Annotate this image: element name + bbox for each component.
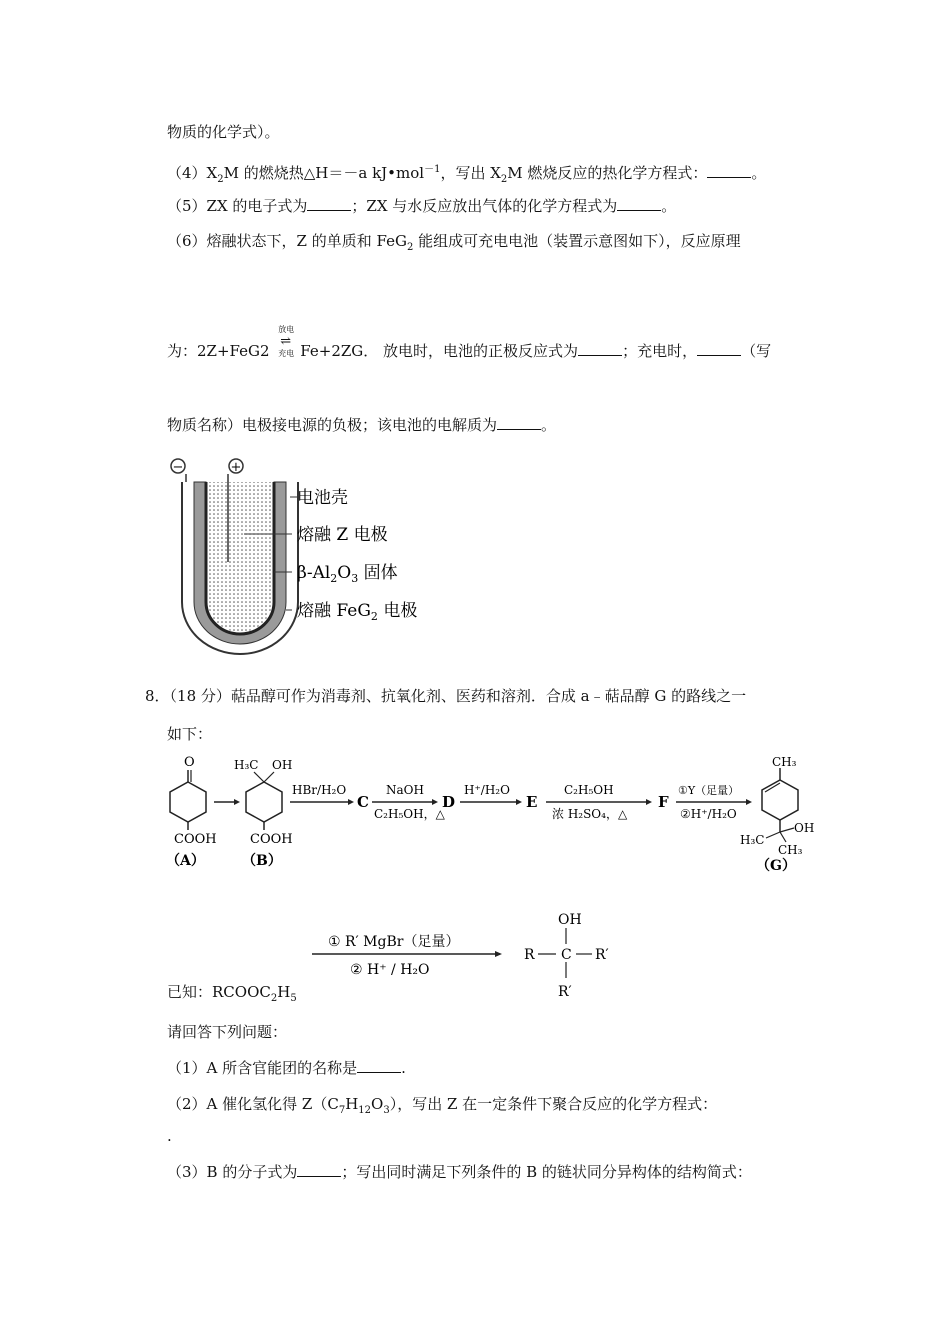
ring-g (762, 780, 798, 820)
text-line: . (167, 1127, 172, 1145)
svg-text:+: + (230, 460, 242, 475)
ring-b (246, 782, 282, 822)
text-line: 请回答下列问题： (167, 1023, 288, 1041)
question-8: 8．（18 分）萜品醇可作为消毒剂、抗氧化剂、医药和溶剂．合成 a﹣萜品醇 G 的路线之一 (145, 687, 747, 705)
answer-blank[interactable] (497, 415, 541, 430)
svg-text:① R′ MgBr（足量）: ① R′ MgBr（足量） (328, 934, 460, 950)
reaction-line: 为：2Z+FeG2 放电 ⇌ 充电 Fe+2ZG． 放电时，电池的正极反应式为 ；充电时， （写 (167, 325, 772, 360)
battery-diagram (160, 452, 460, 662)
compound-c: C (357, 793, 369, 811)
label-a: （A） (166, 853, 205, 869)
svg-text:H⁺/H₂O: H⁺/H₂O (464, 783, 510, 797)
answer-blank[interactable] (697, 341, 741, 356)
equilibrium-arrow: 放电 ⇌ 充电 (278, 325, 295, 358)
label-beta-alumina: $\beta-Al_2O_3$ 固体 (297, 563, 398, 585)
compound-d: D (442, 793, 456, 811)
sub-question-2: （2）A 催化氢化得 $Z(C_7H_{12}O_3)$，写出 Z 在一定条件下聚合反应的化学方程式： (167, 1095, 718, 1116)
ring-a (170, 782, 206, 822)
svg-text:O: O (184, 755, 195, 770)
svg-text:COOH: COOH (250, 832, 293, 847)
svg-text:OH: OH (794, 821, 815, 835)
svg-text:浓 H₂SO₄，△: 浓 H₂SO₄，△ (552, 807, 628, 821)
question-4: $(4)X_2M$ 的燃烧热△H＝－a kJ•mol$^{-1}$，写出 $X_2M$ 燃烧反应的热化学方程式： 。 (167, 164, 767, 185)
question-5: （5）ZX 的电子式为 ；ZX 与水反应放出气体的化学方程式为 。 (167, 197, 677, 215)
svg-text:−: − (172, 460, 184, 475)
label-g: （G） (756, 858, 796, 874)
label-b: （B） (242, 853, 282, 869)
answer-blank[interactable] (297, 1162, 341, 1177)
svg-text:NaOH: NaOH (386, 783, 424, 797)
label-feg2: 熔融 FeG$_2$ 电极 (297, 601, 418, 623)
svg-text:R′: R′ (558, 984, 572, 1000)
synthesis-route (160, 752, 820, 877)
svg-text:OH: OH (272, 758, 293, 772)
compound-f: F (658, 793, 669, 811)
svg-text:② H⁺ / H₂O: ② H⁺ / H₂O (350, 962, 430, 978)
text-line: 物质名称）电极接电源的负极；该电池的电解质为 。 (167, 416, 557, 434)
svg-text:R: R (524, 947, 535, 963)
known-reaction (300, 908, 620, 1004)
known-label: 已知：$RCOOC_2H_5$ (167, 983, 297, 1004)
compound-e: E (526, 793, 538, 811)
text-line: 物质的化学式）。 (167, 123, 280, 141)
svg-text:C: C (561, 947, 572, 963)
answer-blank[interactable] (707, 163, 751, 178)
svg-text:①Y（足量）: ①Y（足量） (678, 784, 740, 797)
svg-text:COOH: COOH (174, 832, 217, 847)
label-molten-z: 熔融 Z 电极 (297, 525, 388, 545)
svg-text:H₃C: H₃C (234, 758, 259, 772)
answer-blank[interactable] (617, 196, 661, 211)
svg-text:C₂H₅OH，△: C₂H₅OH，△ (374, 807, 445, 821)
answer-blank[interactable] (578, 341, 622, 356)
label-shell: 电池壳 (297, 488, 348, 508)
molten-z-electrode (208, 482, 272, 632)
svg-text:R′: R′ (595, 947, 609, 963)
svg-text:②H⁺/H₂O: ②H⁺/H₂O (680, 807, 737, 821)
svg-text:H₃C: H₃C (740, 833, 765, 847)
answer-blank[interactable] (357, 1058, 401, 1073)
svg-text:C₂H₅OH: C₂H₅OH (564, 783, 614, 797)
sub-question-3: （3）B 的分子式为 ；写出同时满足下列条件的 B 的链状同分异构体的结构简式： (167, 1163, 752, 1181)
answer-blank[interactable] (307, 196, 351, 211)
svg-text:CH₃: CH₃ (772, 755, 797, 769)
question-6: （6）熔融状态下，Z 的单质和 FeG$_2$ 能组成可充电电池（装置示意图如下），反应原理 (167, 232, 741, 253)
svg-text:HBr/H₂O: HBr/H₂O (292, 783, 347, 797)
svg-text:OH: OH (558, 912, 582, 928)
svg-text:CH₃: CH₃ (778, 843, 803, 857)
sub-question-1: （1）A 所含官能团的名称是 . (167, 1059, 406, 1077)
text-line: 如下： (167, 725, 213, 743)
